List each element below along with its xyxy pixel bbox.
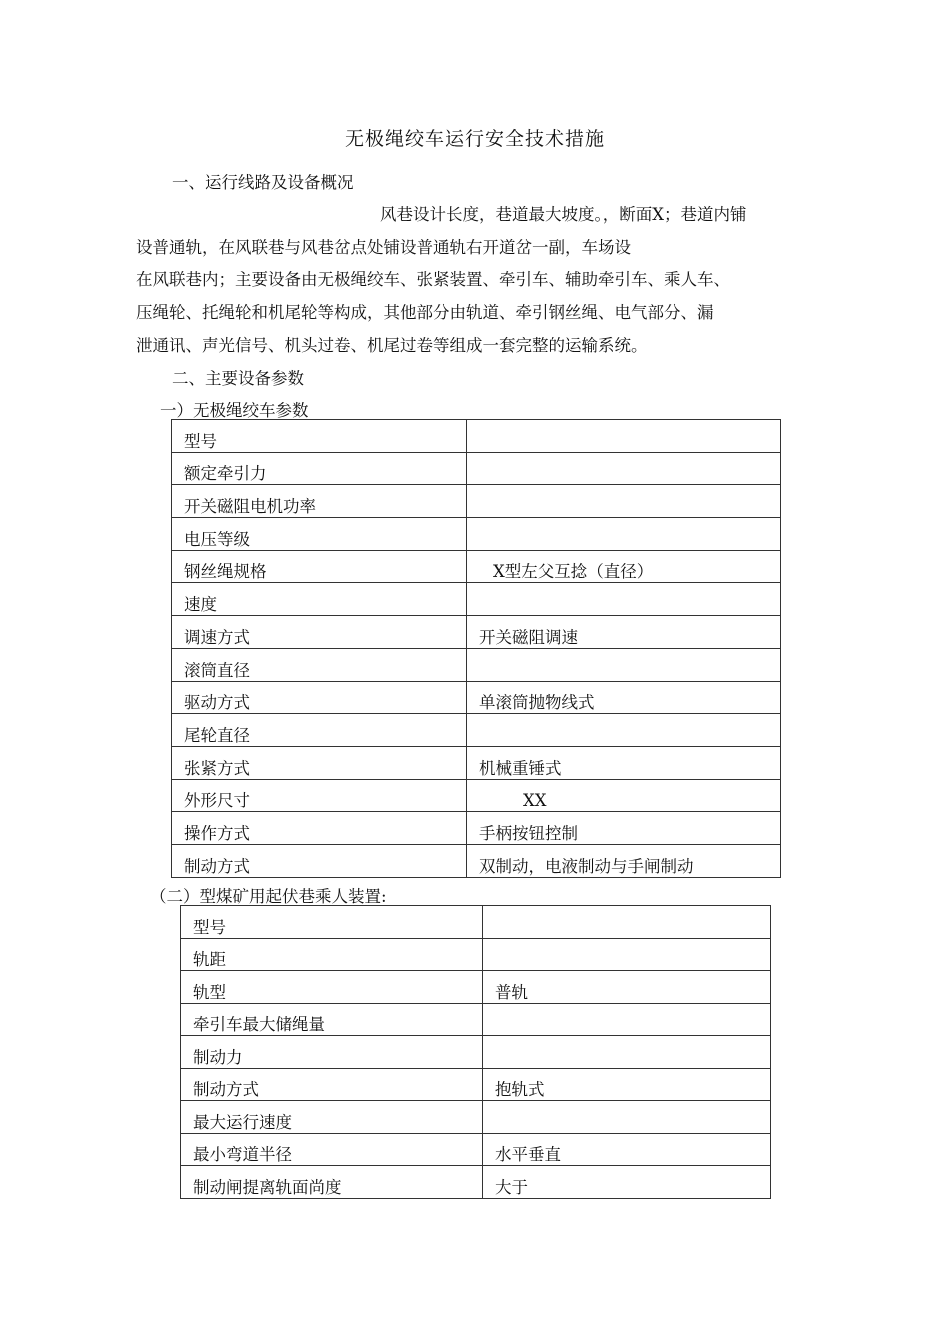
parameter-value [483,1101,771,1134]
winch-parameters-table [171,419,781,878]
table-row [181,971,771,1004]
parameter-label: 型号 [181,906,483,939]
table-row [181,906,771,939]
table-row [181,938,771,971]
parameter-value [483,1003,771,1036]
parameter-label: 制动方式 [172,844,467,877]
table-row [172,844,781,877]
parameter-label: 调速方式 [172,616,467,649]
table-row [181,1166,771,1199]
parameter-value [467,452,781,485]
parameter-value [467,420,781,453]
table-row [181,1133,771,1166]
parameter-label: 制动力 [181,1036,483,1069]
parameter-value: 双制动，电液制动与手闸制动 [467,844,781,877]
table-row [181,1003,771,1036]
table-row [172,746,781,779]
parameter-label: 最小弯道半径 [181,1133,483,1166]
table-row [172,420,781,453]
paragraph-line: 压绳轮、托绳轮和机尾轮等构成，其他部分由轨道、牵引钢丝绳、电气部分、漏 [136,303,714,322]
parameter-label: 驱动方式 [172,681,467,714]
table-row [181,1068,771,1101]
section-heading-overview: 一、运行线路及设备概况 [172,173,354,192]
parameter-value [467,485,781,518]
section-heading-parameters: 二、主要设备参数 [172,369,304,388]
table-row [172,518,781,551]
table-row [172,812,781,845]
parameter-label: 轨型 [181,971,483,1004]
parameter-label: 外形尺寸 [172,779,467,812]
parameter-value: 大于 [483,1166,771,1199]
paragraph-line: 在风联巷内；主要设备由无极绳绞车、张紧装置、牵引车、辅助牵引车、乘人车、 [136,270,730,289]
table-row [172,485,781,518]
paragraph-line: 设普通轨，在风联巷与风巷岔点处铺设普通轨右开道岔一副，车场设 [136,238,631,257]
subsection-heading-passenger-device: （二）型煤矿用起伏巷乘人装置: [150,887,387,906]
table-row [172,648,781,681]
parameter-label: 牵引车最大储绳量 [181,1003,483,1036]
paragraph-line: 风巷设计长度，巷道最大坡度。，断面X；巷道内铺 [380,205,747,224]
table-row [172,583,781,616]
table-row [172,550,781,583]
parameter-value [467,518,781,551]
parameter-label: 轨距 [181,938,483,971]
parameter-label: 电压等级 [172,518,467,551]
parameter-label: 滚筒直径 [172,648,467,681]
parameter-value: 普轨 [483,971,771,1004]
paragraph-line: 泄通讯、声光信号、机头过卷、机尾过卷等组成一套完整的运输系统。 [136,336,648,355]
parameter-value: 单滚筒抛物线式 [467,681,781,714]
parameter-value [467,583,781,616]
parameter-label: 张紧方式 [172,746,467,779]
table-row [181,1036,771,1069]
table-row [172,681,781,714]
table-row [172,452,781,485]
parameter-value: XX [467,779,781,812]
parameter-label: 尾轮直径 [172,714,467,747]
passenger-device-table [180,905,771,1199]
parameter-value [467,714,781,747]
parameter-label: 操作方式 [172,812,467,845]
parameter-value: 手柄按钮控制 [467,812,781,845]
parameter-label: 最大运行速度 [181,1101,483,1134]
parameter-label: 速度 [172,583,467,616]
table-row [172,779,781,812]
parameter-value [467,648,781,681]
parameter-value: 水平垂直 [483,1133,771,1166]
parameter-value: 机械重锤式 [467,746,781,779]
document-title: 无极绳绞车运行安全技术措施 [344,128,605,150]
parameter-label: 型号 [172,420,467,453]
parameter-value [483,906,771,939]
parameter-value [483,1036,771,1069]
table-row [181,1101,771,1134]
parameter-label: 钢丝绳规格 [172,550,467,583]
parameter-label: 开关磁阻电机功率 [172,485,467,518]
table-row [172,714,781,747]
subsection-heading-winch: 一）无极绳绞车参数 [160,401,309,420]
parameter-value: X型左父互捻（直径） [467,550,781,583]
parameter-label: 制动方式 [181,1068,483,1101]
parameter-label: 额定牵引力 [172,452,467,485]
parameter-value [483,938,771,971]
parameter-value: 开关磁阻调速 [467,616,781,649]
parameter-value: 抱轨式 [483,1068,771,1101]
table-row [172,616,781,649]
parameter-label: 制动闸提离轨面尚度 [181,1166,483,1199]
